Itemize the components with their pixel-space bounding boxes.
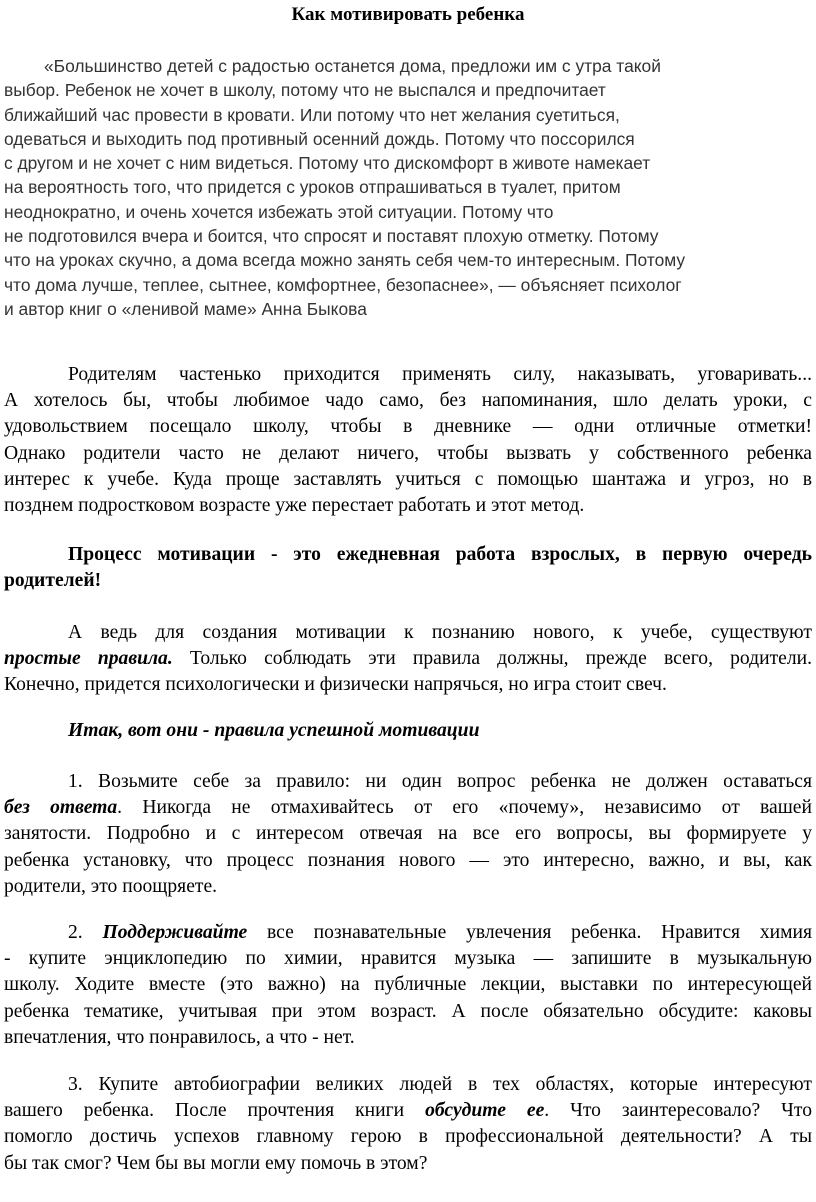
rule-1-paragraph	[4, 769, 812, 900]
quote-line: ближайший час провести в кровати. Или потому что нет желания суетиться,	[4, 104, 620, 125]
paragraph-line: ребенка установку, что процесс познания нового — это интересно, важно, и вы, как	[4, 849, 812, 871]
paragraph-line: 3. Купите автобиографии великих людей в тех областях, которые интересуют	[68, 1074, 812, 1095]
paragraph-line: - купите энциклопедию по химии, нравится музыка — запишите в музыкальную	[4, 948, 812, 970]
document-title: Как мотивировать ребенка	[291, 4, 525, 25]
quote-line: выбор. Ребенок не хочет в школу, потому что не выспался и предпочитает	[4, 80, 606, 101]
paragraph-line: Однако родители часто не делают ничего, чтобы вызвать у собственного ребенка	[4, 442, 812, 464]
quote-paragraph	[4, 54, 810, 321]
paragraph-line: простые правила. Только соблюдать эти правила должны, прежде всего, родители.	[4, 648, 812, 670]
paragraph-line: 2. Поддерживайте все познавательные увлечения ребенка. Нравится химия	[68, 922, 812, 943]
no-answer-emphasis: без ответа	[4, 797, 118, 819]
paragraph-line: Конечно, придется психологически и физически напрячься, но игра стоит свеч.	[4, 674, 667, 696]
motivation-heading	[4, 542, 812, 594]
paragraph-line: бы так смог? Чем бы вы могли ему помочь в этом?	[4, 1152, 428, 1174]
paragraph-line: занятости. Подробно и с интересом отвечая на все его вопросы, вы формируете у	[4, 823, 812, 845]
paragraph-line: позднем подростковом возрасте уже перестает работать и этот метод.	[4, 495, 585, 517]
quote-line: не подготовился вчера и боится, что спросят и поставят плохую отметку. Потому	[4, 226, 659, 247]
parents-paragraph	[4, 362, 812, 519]
rule-3-paragraph	[4, 1072, 812, 1177]
simple-rules-emphasis: простые правила.	[4, 648, 173, 670]
paragraph-line: А хотелось бы, чтобы любимое чадо само, без напоминания, шло делать уроки, с	[4, 390, 812, 412]
paragraph-line: помогло достичь успехов главному герою в профессиональной деятельности? А ты	[4, 1126, 812, 1148]
paragraph-line: школу. Ходите вместе (это важно) на публичные лекции, выставки по интересующей	[4, 974, 812, 996]
paragraph-line: вашего ребенка. После прочтения книги обсудите ее. Что заинтересовало? Что	[4, 1100, 812, 1122]
paragraph-line: впечатления, что понравилось, а что - нет.	[4, 1026, 355, 1048]
heading-line: Итак, вот они - правила успешной мотивации	[68, 720, 480, 741]
rules-heading	[4, 718, 812, 744]
paragraph-line: А ведь для создания мотивации к познанию нового, к учебе, существуют	[68, 622, 812, 643]
quote-line: неоднократно, и очень хочется избежать этой ситуации. Потому что	[4, 201, 554, 222]
paragraph-line: 1. Возьмите себе за правило: ни один вопрос ребенка не должен оставаться	[68, 771, 812, 792]
rule-2-paragraph	[4, 920, 812, 1051]
paragraph-line: без ответа. Никогда не отмахивайтесь от его «почему», независимо от вашей	[4, 797, 812, 819]
quote-line: что дома лучше, теплее, сытнее, комфортнее, безопаснее», — объясняет психолог	[4, 274, 682, 295]
paragraph-line: ребенка тематике, учитывая при этом возраст. А после обязательно обсудите: каковы	[4, 1000, 812, 1022]
discuss-emphasis: обсудите ее	[425, 1100, 545, 1122]
heading-line: родителей!	[4, 570, 102, 592]
support-emphasis: Поддерживайте	[102, 922, 248, 943]
quote-line: одеваться и выходить под противный осенний дождь. Потому что поссорился	[4, 128, 635, 149]
paragraph-line: Родителям частенько приходится применять силу, наказывать, уговаривать...	[68, 364, 812, 385]
quote-line: «Большинство детей с радостью останется дома, предложи им с утра такой	[44, 56, 661, 76]
quote-line: на вероятность того, что придется с уроков отпрашиваться в туалет, притом	[4, 177, 621, 198]
rules-intro-paragraph	[4, 620, 812, 699]
paragraph-line: интерес к учебе. Куда проще заставлять учиться с помощью шантажа и угроз, но в	[4, 468, 812, 490]
paragraph-line: удовольствием посещало школу, чтобы в дневнике — одни отличные отметки!	[4, 416, 812, 438]
quote-line: что на уроках скучно, а дома всегда можно занять себя чем-то интересным. Потому	[4, 250, 686, 271]
quote-line: и автор книг о «ленивой маме» Анна Быкова	[4, 298, 367, 319]
paragraph-line: родители, это поощряете.	[4, 875, 218, 897]
heading-line: Процесс мотивации - это ежедневная работа взрослых, в первую очередь	[68, 544, 812, 565]
quote-line: с другом и не хочет с ним видеться. Потому что дискомфорт в животе намекает	[4, 153, 651, 174]
